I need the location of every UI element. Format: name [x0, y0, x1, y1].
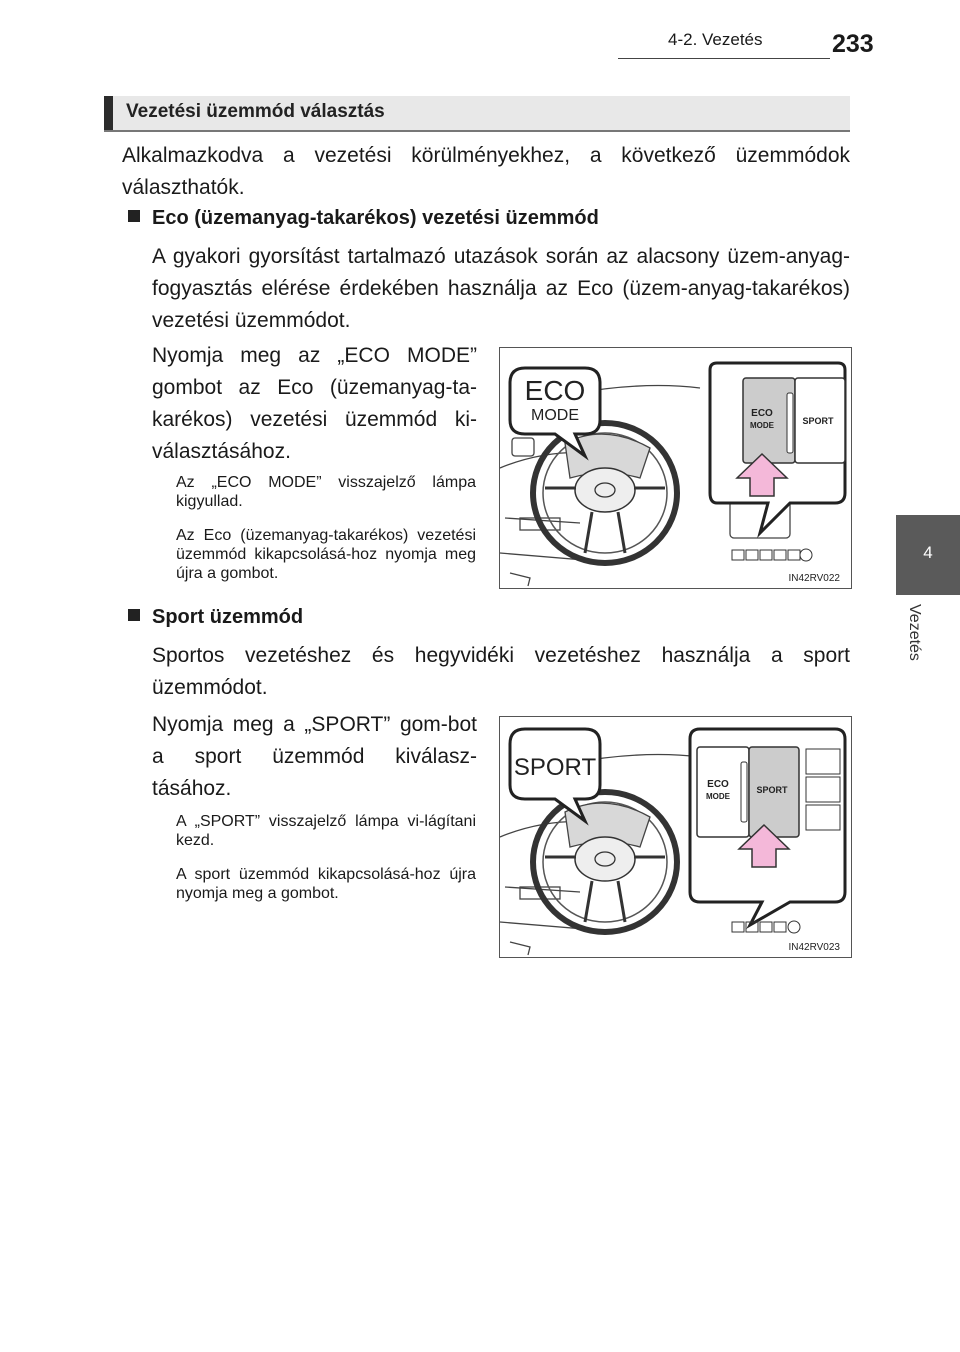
sport-mode-illustration [500, 717, 851, 957]
callout-eco-text: ECO [524, 375, 586, 406]
section-title-bar [104, 96, 850, 132]
console-buttons [732, 549, 812, 561]
bullet-square-icon [128, 609, 140, 621]
figure-code: IN42RV023 [788, 942, 840, 953]
eco-description: A gyakori gyorsítást tartalmazó utazások során az alacsony üzem-anyag-fogyasztás elérése érdekében használja az Eco (üzem-anyag-takarékos) vezetési üzemmódot. [152, 245, 850, 332]
steering-wheel [533, 792, 677, 932]
sport-button-label: SPORT [802, 416, 834, 426]
sport-instruction: Nyomja meg a „SPORT” gom-bot a sport üzemmód kiválasz-tásához. [152, 713, 477, 800]
eco-button-label-2: MODE [706, 792, 730, 801]
eco-note-2: Az Eco (üzemanyag-takarékos) vezetési üzemmód kikapcsolásá-hoz nyomja meg újra a gombot. [176, 527, 476, 582]
eco-heading-text: Eco (üzemanyag-takarékos) vezetési üzemmód [152, 207, 599, 229]
callout-sport-text: SPORT [513, 754, 597, 781]
eco-instruction: Nyomja meg az „ECO MODE” gombot az Eco (üzemanyag-ta-karékos) vezetési üzemmód ki-választásához. [152, 344, 477, 463]
eco-button-label-2: MODE [750, 421, 774, 430]
eco-button-label-1: ECO [751, 408, 773, 419]
eco-mode-figure [499, 347, 852, 589]
eco-button-label-1: ECO [707, 779, 729, 790]
callout-mode-text: MODE [531, 407, 579, 424]
header-section: 4-2. Vezetés [668, 30, 763, 49]
button-inset [690, 729, 845, 925]
sport-mode-figure [499, 716, 852, 958]
section-title: Vezetési üzemmód választás [126, 101, 385, 122]
sport-heading [128, 606, 850, 629]
sport-note-2: A sport üzemmód kikapcsolásá-hoz újra nyomja meg a gombot. [176, 866, 476, 902]
figure-code: IN42RV022 [788, 573, 840, 584]
sport-description: Sportos vezetéshez és hegyvidéki vezetéshez használja a sport üzemmódot. [152, 644, 850, 699]
eco-mode-illustration [500, 348, 851, 588]
page-number: 233 [832, 30, 874, 58]
eco-heading [128, 207, 850, 230]
chapter-label: Vezetés [906, 604, 923, 661]
sport-note-1: A „SPORT” visszajelző lámpa vi-lágítani kezd. [176, 813, 476, 849]
bullet-square-icon [128, 210, 140, 222]
sport-heading-text: Sport üzemmód [152, 606, 304, 628]
header-rule [618, 58, 830, 59]
eco-indicator-slot [741, 762, 747, 822]
sport-button-label: SPORT [756, 785, 788, 795]
section-bar-accent [104, 96, 113, 130]
chapter-number: 4 [923, 543, 933, 562]
eco-indicator-slot [787, 393, 793, 453]
console-buttons [732, 921, 800, 933]
steering-wheel [533, 423, 677, 563]
chapter-tab [896, 515, 960, 595]
intro-paragraph: Alkalmazkodva a vezetési körülményekhez, a következő üzemmódok választhatók. [122, 144, 850, 199]
eco-note-1: Az „ECO MODE” visszajelző lámpa kigyullad. [176, 474, 476, 510]
